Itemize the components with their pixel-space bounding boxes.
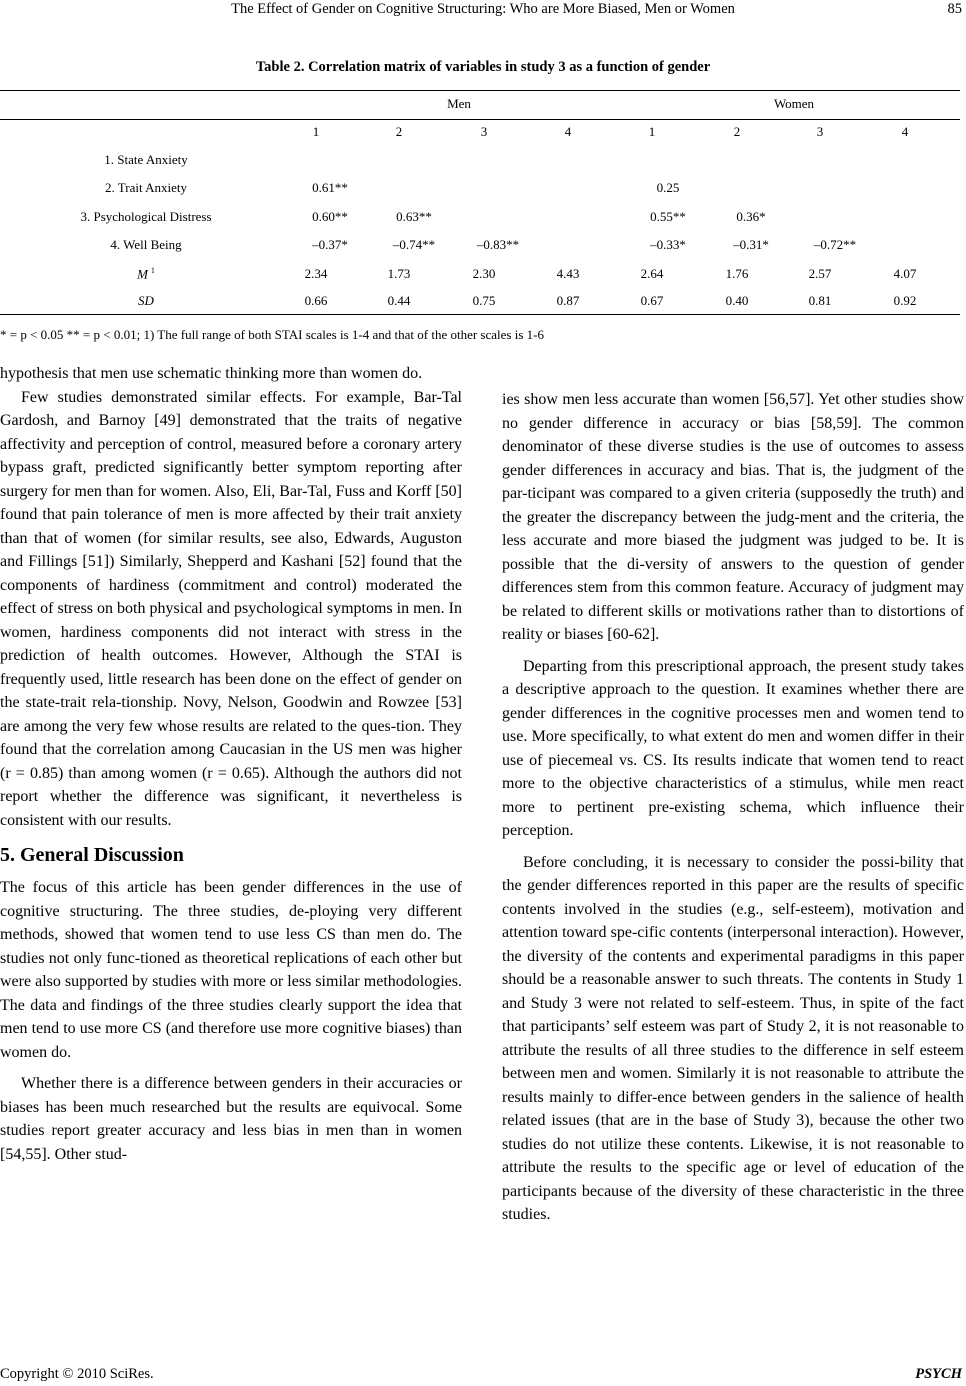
footnote-marker: 1 (150, 266, 155, 275)
paragraph: ies show men less accurate than women [56,57]. Yet other studies show no gender difference in accuracy or bias [58,59]. The common denominator of these diverse studies is the use of outcomes to assess gender differences in accuracy and bias. That is, the judgment of the par-ticipant was compared to a given criteria (supposedly the truth) and the greater the discrepancy between the judg-ment and the criteria, the less accurate and more biased the judgment was judged to be. It is possible that the di-versity of answers to the question of gender differences stem from this common feature. Accuracy of judgment may be related to different skills or motivations rather than to distortions of reality or biases [60-62]. (502, 391, 964, 643)
paragraph: Before concluding, it is necessary to consider the possi-bility that the gender differences reported in this paper are the results of specific contents involved in the studies (e.g., self-esteem), motivation and attention toward spe-cific contents (interpersonal interaction). However, the diversity of the contents and experimental paradigms in this paper should be a reasonable answer to such threats. The contents in Study 1 and Study 3 were not related to self-esteem. Thus, in spite of the fact that participants’ self esteem was part of Study 2, it is not reasonable to attribute the results of all three studies to the difference in self esteem between men and women. Similarly it is not reasonable to attribute the results mainly to differ-ence between genders in the salience of health related issues (that are in the base of Study 3), because the other two studies do not utilize these contents. Likewise, it is not reasonable to attribute the results to the specific age or level of education of the participants because of the diversity of these characteristic in the three studies. (502, 853, 964, 1223)
table-cell: 2.30 (472, 266, 496, 281)
table-cell: 0.55** (650, 209, 686, 224)
table-cell: 0.63** (396, 209, 432, 224)
col-number: 1 (312, 124, 320, 139)
paragraph: Whether there is a difference between genders in their accuracies or biases has been much researched but the results are equivocal. Some studies report greater accuracy and less bias in men than in women [54,55]. Other stud- (0, 1075, 462, 1163)
col-number: 3 (816, 124, 824, 139)
running-head (0, 0, 966, 20)
row-label: SD (138, 293, 154, 308)
table-caption: Table 2. Correlation matrix of variables in study 3 as a function of gender (255, 59, 711, 75)
row-label: 2. Trait Anxiety (105, 180, 187, 195)
table-cell: 0.40 (725, 293, 749, 308)
table-cell: 0.61** (312, 180, 348, 195)
paragraph: Departing from this prescriptional approach, the present study takes a descriptive approach to the question. It examines whether there are gender differences in the cognitive processes men and women tend to use. More specifically, to what extent do men and women differ in their use of piecemeal vs. CS. Its results indicate that women tend to react more to the objective characteristics of a stimulus, while men react more to pertinent pre-existing schema, which influence their perception. (502, 657, 964, 839)
table-note: * = p < 0.05 ** = p < 0.01; 1) The full range of both STAI scales is 1-4 and that of the other scales is 1-6 (0, 327, 544, 342)
table-cell: 0.87 (556, 293, 580, 308)
table-cell: –0.33* (650, 237, 686, 252)
table-cell: 0.66 (304, 293, 328, 308)
row-label: 3. Psychological Distress (80, 209, 212, 224)
row-label-mean (137, 266, 155, 282)
table-cell: –0.37* (312, 237, 348, 252)
col-number: 1 (648, 124, 656, 139)
table-cell: 1.76 (725, 266, 749, 281)
correlation-table (0, 90, 966, 320)
table-cell: 0.92 (893, 293, 917, 308)
right-column (502, 388, 964, 1227)
group-header-men: Men (447, 96, 471, 111)
table-cell: 4.43 (556, 266, 580, 281)
table-bottom-rule (0, 314, 960, 315)
table-top-rule (0, 90, 960, 91)
row-label: M (137, 266, 148, 282)
table-cell: –0.83** (476, 237, 520, 252)
left-column (0, 362, 462, 1166)
table-cell: 2.57 (808, 266, 832, 281)
table-cell: 1.73 (387, 266, 411, 281)
table-cell: 0.81 (808, 293, 832, 308)
paragraph: The focus of this article has been gender differences in the use of cognitive structuring. The three studies, de-ploying very different methods, showed that women tend to use less CS than men do. The studies not only func-tioned as theoretical replications of each other but were also supported by studies with more or less similar methodologies. The data and findings of the three studies clearly support the idea that men tend to use more CS (and therefore use more cognitive biases) than women do. (0, 879, 462, 1061)
table-cell: –0.31* (733, 237, 769, 252)
col-number: 4 (901, 124, 909, 139)
copyright: Copyright © 2010 SciRes. (0, 1366, 154, 1382)
table-cell: –0.72** (813, 237, 857, 252)
table-cell: 2.64 (640, 266, 664, 281)
col-number: 2 (733, 124, 741, 139)
col-number: 2 (395, 124, 403, 139)
paragraph: Few studies demonstrated similar effects. For example, Bar-Tal Gardosh, and Barnoy [49] demonstrated that the traits of negative affectivity and perception of control, measured before a coronary artery bypass graft, predicted significantly better symptom reporting after surgery for men than for women. Also, Eli, Bar-Tal, Fuss and Korff [50] found that pain tolerance of men is more affected by their trait anxiety than that of women (for similar results, see also, Edwards, Auguston and Fillings [51]) Similarly, Shepperd and Kashani [52] found that the components of hardiness (commitment and control) moderated the effect of stress on both physical and psychological symptoms in men. In women, hardiness components did not interact with stress in the prediction of health outcomes. However, Although the STAI is frequently used, little research has been done on the effect of gender on the state-trait rela-tionship. Novy, Nelson, Goodwin and Rowzee [53] are among the very few whose results are related to the ques-tion. They found that the correlation among Caucasian in the US men was higher (r = 0.85) than among women (r = 0.65). Although the authors did not report whether the difference was significant, it nevertheless is consistent with our results. (0, 388, 462, 829)
group-header-rule (0, 119, 960, 120)
row-label: 4. Well Being (110, 237, 182, 252)
paragraph: hypothesis that men use schematic thinking more than women do. (0, 365, 423, 382)
table-cell: 2.34 (304, 266, 328, 281)
group-header-women: Women (773, 96, 815, 111)
col-number: 4 (564, 124, 572, 139)
table-cell: 0.67 (640, 293, 664, 308)
table-cell: 0.60** (312, 209, 348, 224)
table-cell: 0.36* (736, 209, 766, 224)
table-cell: 0.25 (656, 180, 680, 195)
table-cell: –0.74** (392, 237, 436, 252)
section-heading: 5. General Discussion (0, 844, 184, 866)
table-cell: 0.44 (387, 293, 411, 308)
table-cell: 0.75 (472, 293, 496, 308)
col-number: 3 (480, 124, 488, 139)
table-cell: 4.07 (893, 266, 917, 281)
row-label: 1. State Anxiety (104, 152, 188, 167)
running-title: The Effect of Gender on Cognitive Structuring: Who are More Biased, Men or Women (231, 1, 735, 17)
journal-name: PSYCH (915, 1366, 962, 1382)
page-number: 85 (947, 1, 962, 17)
